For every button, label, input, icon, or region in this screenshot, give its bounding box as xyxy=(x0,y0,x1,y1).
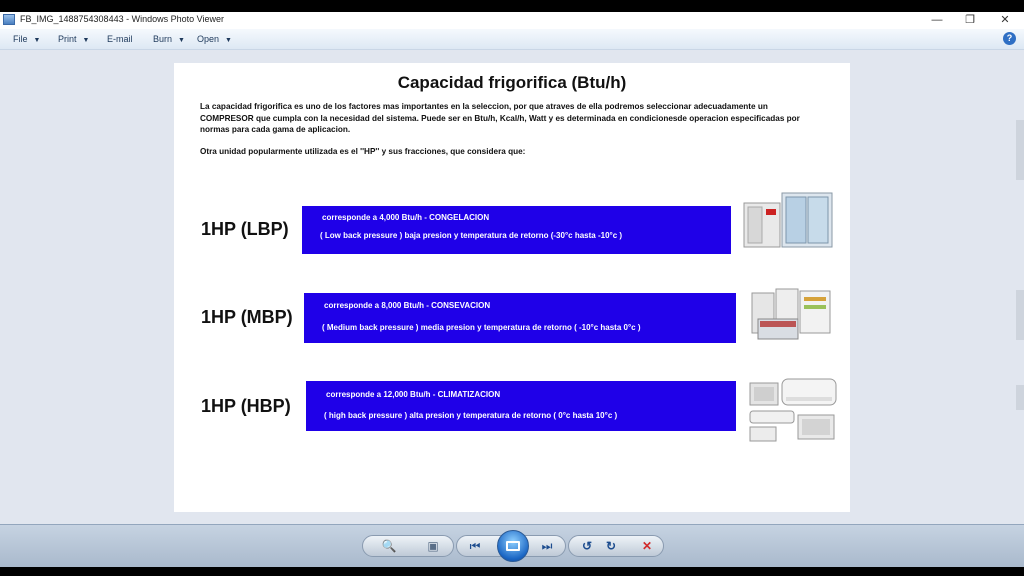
zoom-icon[interactable]: 🔍 xyxy=(381,539,397,553)
adjacent-image-edge xyxy=(1016,385,1024,410)
freezer-room-image xyxy=(742,189,836,251)
adjacent-image-edge xyxy=(1016,290,1024,340)
hp-label-lbp: 1HP (LBP) xyxy=(201,219,289,239)
info-line: ( high back pressure ) alta presion y temperatura de retorno ( 0°c hasta 10°c ) xyxy=(324,411,618,420)
menu-bar xyxy=(0,29,1024,50)
actual-size-icon[interactable]: ▣ xyxy=(427,539,439,553)
delete-icon[interactable]: ✕ xyxy=(641,539,653,553)
rotate-counterclockwise-icon[interactable]: ↺ xyxy=(581,539,593,553)
title-bar xyxy=(0,12,1024,29)
chevron-down-icon: ▼ xyxy=(178,37,185,44)
intro-paragraph: La capacidad frigorifica es uno de los factores mas importantes en la seleccion, por que atraves de ella podremos seleccionar adecuadamente un COMPRESOR que cumpla con la necesidad del sistema. Puede ser en Btu/h, Kcal/h, Watt y es determinada en condicionesde operacion especificadas por normas para cada gama de aplicacion. xyxy=(200,102,800,134)
slideshow-button[interactable] xyxy=(497,530,529,562)
slide-title: Capacidad frigorifica (Btu/h) xyxy=(397,73,627,92)
menu-print[interactable]: Print ▼ xyxy=(58,34,90,44)
menu-burn[interactable]: Burn ▼ xyxy=(153,34,185,44)
controls-group-right xyxy=(568,535,664,557)
info-line: ( Low back pressure ) baja presion y temperatura de retorno (-30°c hasta -10°c ) xyxy=(320,231,623,240)
next-icon[interactable]: ⏭ xyxy=(541,539,553,553)
photo-viewer-app-icon xyxy=(3,14,15,25)
info-box-hbp xyxy=(306,381,736,431)
chevron-down-icon: ▼ xyxy=(33,37,41,44)
displayed-image xyxy=(174,63,850,512)
controls-group-left xyxy=(362,535,454,557)
info-box-mbp xyxy=(304,293,736,343)
info-line: corresponde a 8,000 Btu/h - CONSEVACION xyxy=(324,301,491,310)
window-title: FB_IMG_1488754308443 - Windows Photo Viewer xyxy=(20,14,224,24)
restore-button[interactable]: ❐ xyxy=(965,14,975,26)
help-icon[interactable]: ? xyxy=(1003,32,1016,45)
rotate-clockwise-icon[interactable]: ↻ xyxy=(605,539,617,553)
display-cases-image xyxy=(750,285,834,345)
menu-file[interactable]: File ▼ xyxy=(13,34,41,44)
chevron-down-icon: ▼ xyxy=(82,37,90,44)
minimize-button[interactable]: — xyxy=(931,14,943,26)
viewer-controls-bar xyxy=(0,524,1024,567)
previous-icon[interactable]: ⏮ xyxy=(469,539,481,553)
hp-note: Otra unidad popularmente utilizada es el ''HP'' y sus fracciones, que considera que: xyxy=(200,147,526,156)
air-conditioners-image xyxy=(748,377,838,443)
adjacent-image-edge xyxy=(1016,120,1024,180)
hp-label-hbp: 1HP (HBP) xyxy=(201,396,291,416)
hp-label-mbp: 1HP (MBP) xyxy=(201,307,293,327)
menu-open[interactable]: Open ▼ xyxy=(197,34,232,44)
chevron-down-icon: ▼ xyxy=(225,37,232,44)
info-box-lbp xyxy=(302,206,731,254)
info-line: corresponde a 4,000 Btu/h - CONGELACION xyxy=(322,213,490,222)
info-line: corresponde a 12,000 Btu/h - CLIMATIZACION xyxy=(326,390,501,399)
close-window-button[interactable]: ✕ xyxy=(1000,14,1010,26)
info-line: ( Medium back pressure ) media presion y temperatura de retorno ( -10°c hasta 0°c ) xyxy=(322,323,641,332)
slideshow-icon xyxy=(506,541,520,551)
menu-email[interactable]: E-mail xyxy=(107,34,133,44)
